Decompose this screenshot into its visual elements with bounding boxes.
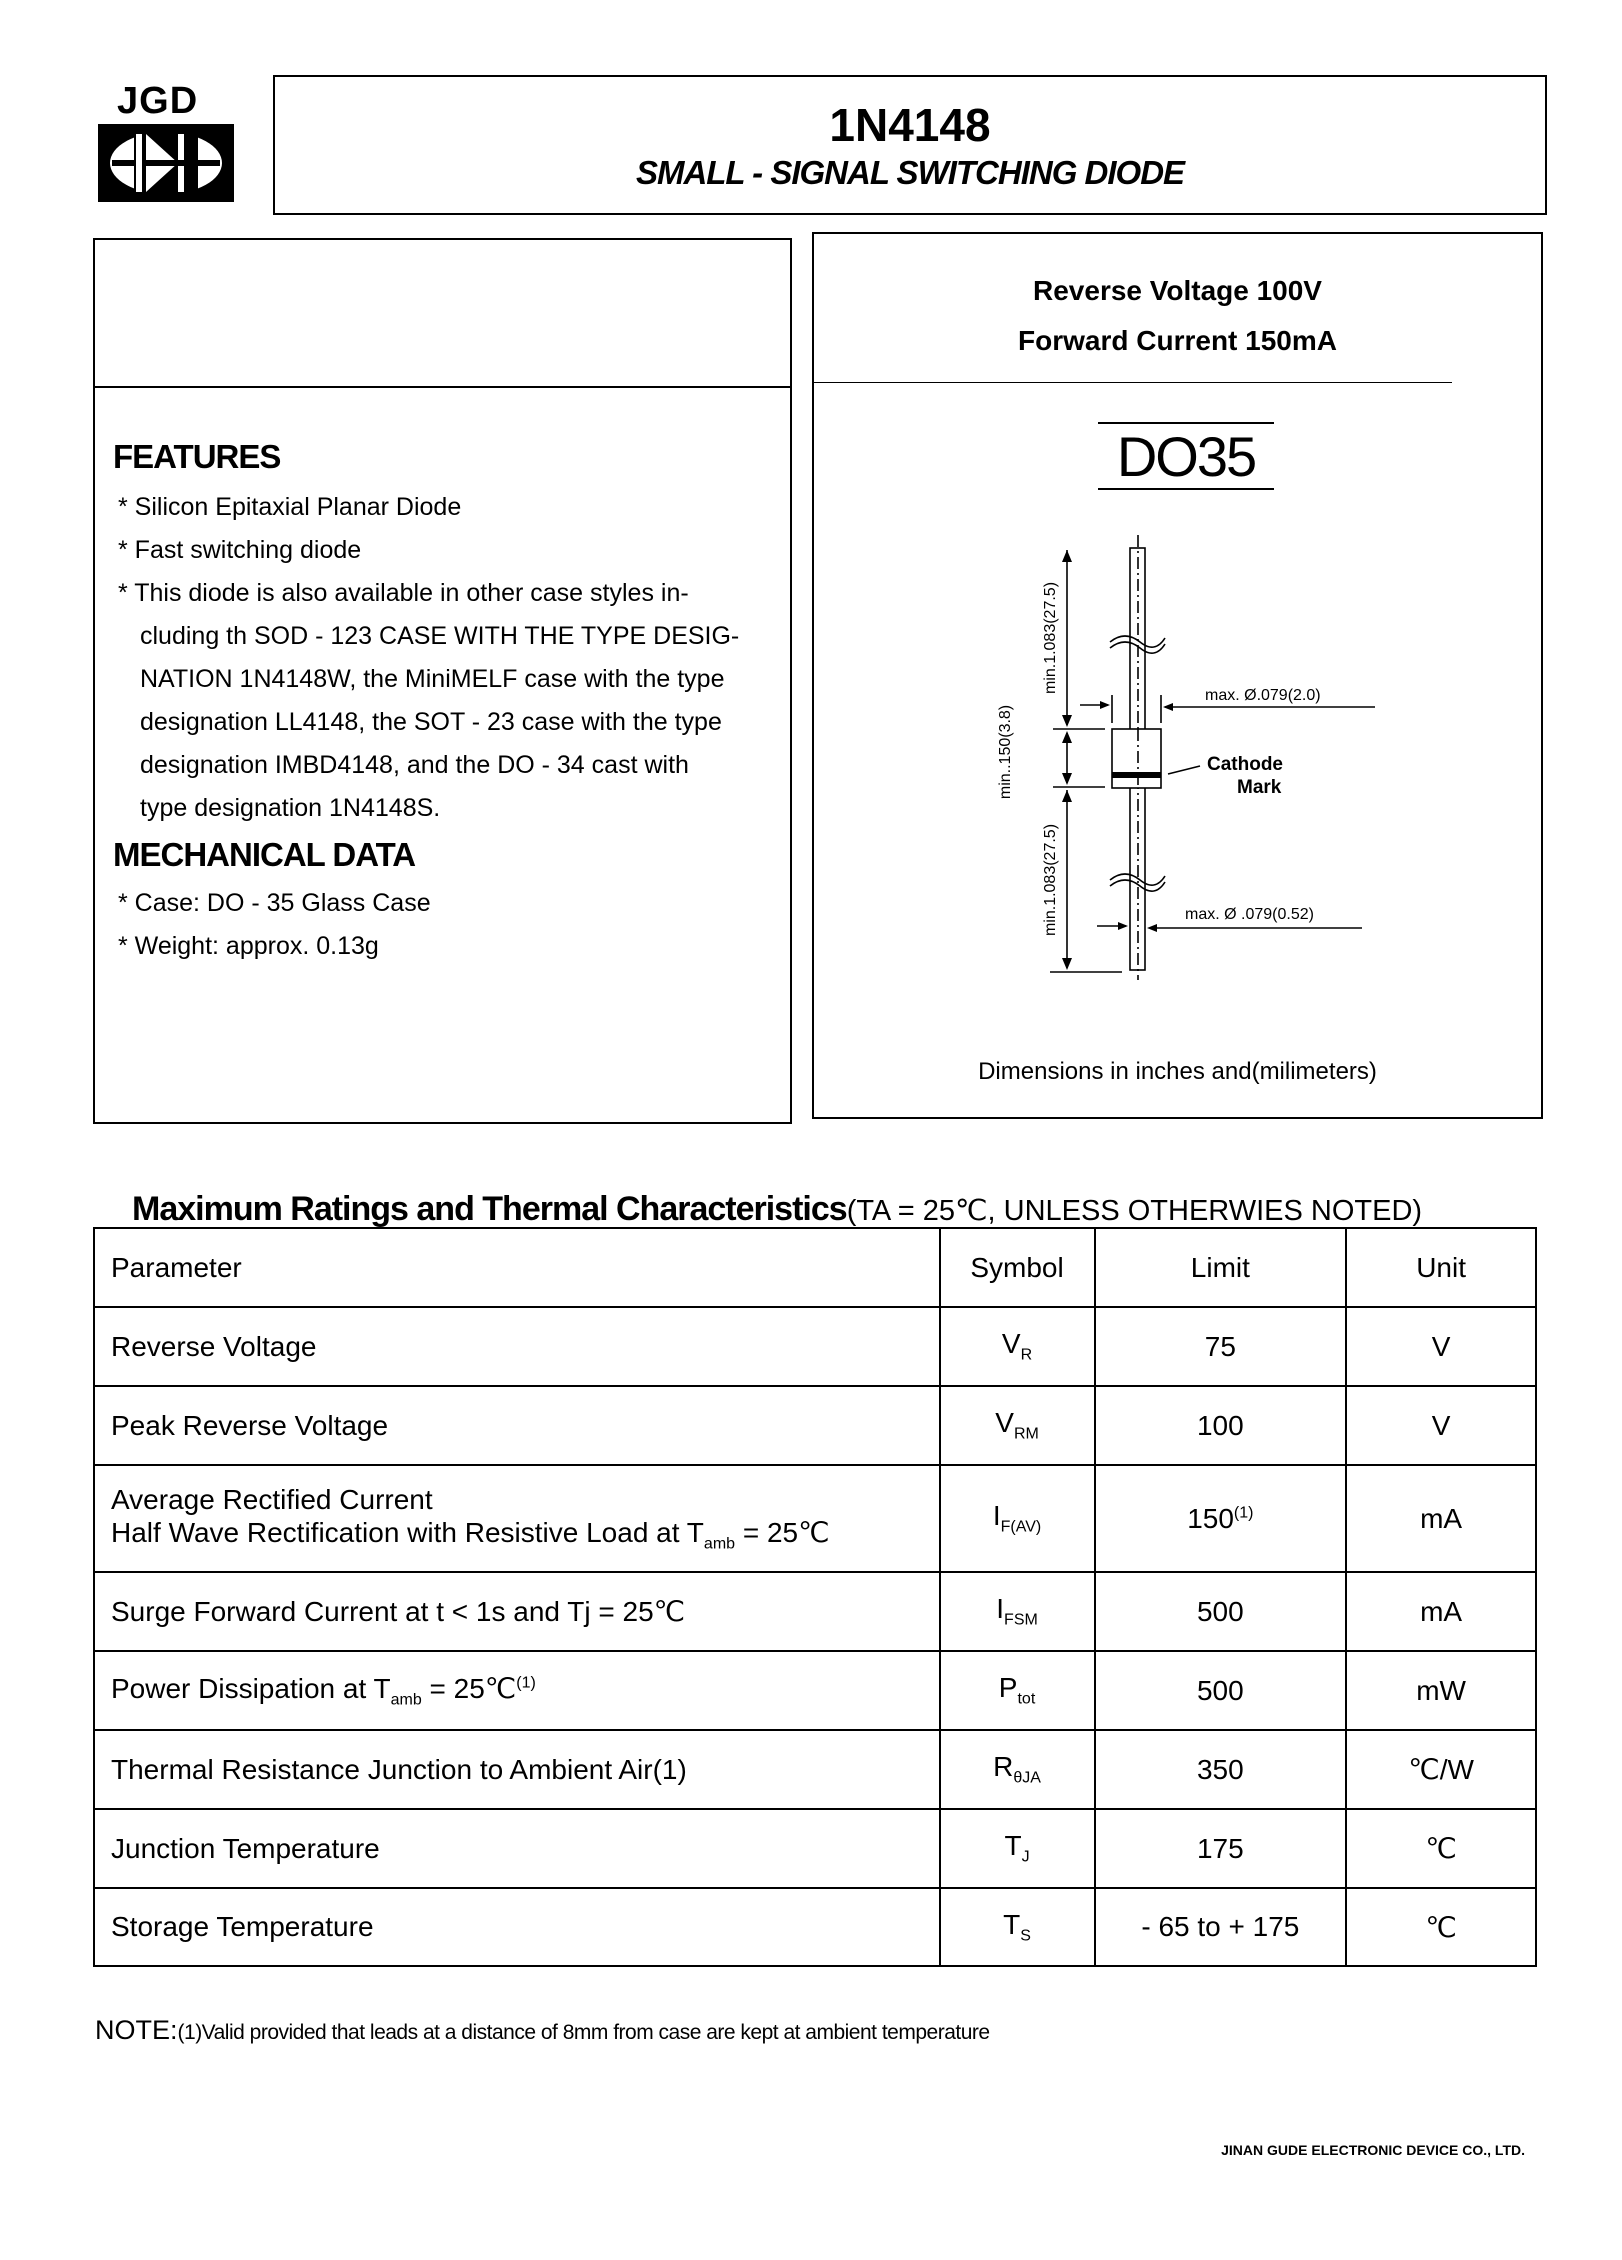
limit-cell: 75 [1095,1307,1347,1386]
param-text: Half Wave Rectification with Resistive Load at T [111,1516,704,1548]
table-row [94,1572,1536,1651]
param-cell: Reverse Voltage [94,1307,940,1386]
ratings-title [132,1190,1422,1229]
header-parameter: Parameter [94,1228,940,1307]
features-heading: FEATURES [113,438,281,475]
symbol: I [996,1593,1005,1625]
feature-item-line: designation IMBD4148, and the DO - 34 cast with [140,751,689,779]
feature-item-line: designation LL4148, the SOT - 23 case with the type [140,708,722,736]
header-limit: Limit [1095,1228,1347,1307]
ratings-title-text: Maximum Ratings and Thermal Characteristics [132,1190,847,1228]
feature-item: * This diode is also available in other case styles in- [118,579,689,607]
feature-item-line: NATION 1N4148W, the MiniMELF case with the type [140,665,725,693]
table-row [94,1386,1536,1465]
param-line: Average Rectified Current [111,1483,433,1515]
lead-diameter-label: max. Ø .079(0.52) [1185,906,1314,923]
package-name: DO35 [1116,425,1256,488]
symbol: T [1004,1830,1022,1862]
symbol-cell [940,1465,1095,1572]
symbol-cell [940,1386,1095,1465]
diode-body [1112,729,1161,788]
unit-cell: ℃ [1346,1809,1536,1888]
logo-text: JGD [117,80,199,122]
param-text: Power Dissipation at T [111,1672,391,1704]
table-row [94,1651,1536,1730]
table-row [94,1730,1536,1809]
param-note: (1) [516,1674,536,1692]
symbol-sub: S [1020,1927,1031,1945]
param-cell [94,1465,940,1572]
unit-cell: V [1346,1386,1536,1465]
symbol-cell [940,1730,1095,1809]
table-row [94,1307,1536,1386]
limit-cell: 500 [1095,1572,1347,1651]
rule [1098,488,1274,490]
unit-cell: mW [1346,1651,1536,1730]
symbol-sub: RM [1013,1425,1039,1443]
param-cell [94,1651,940,1730]
limit-value: 150 [1187,1502,1234,1534]
symbol: R [993,1751,1014,1783]
symbol: P [998,1672,1018,1704]
limit-cell [1095,1465,1347,1572]
unit-cell: ℃ [1346,1888,1536,1966]
symbol-sub: tot [1017,1690,1036,1708]
body-length-label: min..150(3.8) [997,704,1014,800]
part-subtitle: SMALL - SIGNAL SWITCHING DIODE [635,154,1185,191]
reverse-voltage: Reverse Voltage 100V [1033,275,1322,306]
dimensions-caption: Dimensions in inches and(milimeters) [978,1058,1377,1085]
param-sub: amb [703,1535,736,1553]
symbol-sub: θJA [1013,1769,1041,1787]
cathode-label: Mark [1237,777,1282,798]
param-cell: Peak Reverse Voltage [94,1386,940,1465]
feature-item-line: cluding th SOD - 123 CASE WITH THE TYPE DESIG- [140,622,740,650]
mechanical-heading: MECHANICAL DATA [113,836,416,873]
unit-cell: mA [1346,1572,1536,1651]
param-cell: Surge Forward Current at t < 1s and Tj = 25℃ [94,1572,940,1651]
param-text: = 25℃ [421,1672,517,1704]
features-list [118,486,778,830]
cathode-label: Cathode [1207,754,1283,775]
part-number: 1N4148 [829,99,991,151]
symbol-cell [940,1888,1095,1966]
symbol-sub: FSM [1004,1611,1038,1629]
symbol-sub: J [1021,1848,1030,1866]
diode-logo-icon [98,124,234,202]
symbol-cell [940,1809,1095,1888]
package-dimension-drawing [960,520,1380,980]
param-sub: amb [390,1691,422,1709]
symbol: V [995,1407,1014,1439]
symbol: I [992,1500,1001,1532]
param-cell: Junction Temperature [94,1809,940,1888]
symbol-sub: R [1020,1346,1033,1364]
mechanical-item: * Weight: approx. 0.13g [118,932,379,960]
summary [812,266,1543,366]
table-row [94,1809,1536,1888]
symbol: V [1001,1328,1021,1360]
footer-company: JINAN GUDE ELECTRONIC DEVICE CO., LTD. [1221,2142,1525,2158]
table-row [94,1465,1536,1572]
header-symbol: Symbol [940,1228,1095,1307]
table-row [94,1888,1536,1966]
note-text: (1)Valid provided that leads at a distance of 8mm from case are kept at ambient temperature [177,2021,990,2044]
symbol-sub: F(AV) [1000,1518,1042,1536]
unit-cell: V [1346,1307,1536,1386]
unit-cell: ℃/W [1346,1730,1536,1809]
feature-item: * Silicon Epitaxial Planar Diode [118,493,462,521]
feature-item: * Fast switching diode [118,536,362,564]
body-diameter-label: max. Ø.079(2.0) [1205,687,1321,704]
divider [812,382,1452,383]
mechanical-item: * Case: DO - 35 Glass Case [118,889,431,917]
unit-cell: mA [1346,1465,1536,1572]
symbol-cell [940,1651,1095,1730]
mechanical-list [118,882,431,968]
limit-note: (1) [1233,1504,1254,1522]
feature-item-line: type designation 1N4148S. [140,794,441,822]
symbol-cell [940,1307,1095,1386]
param-line [111,1516,923,1554]
symbol: T [1003,1908,1021,1940]
symbol-cell [940,1572,1095,1651]
limit-cell: 350 [1095,1730,1347,1809]
header-unit: Unit [1346,1228,1536,1307]
forward-current: Forward Current 150mA [1018,325,1337,356]
limit-cell: 500 [1095,1651,1347,1730]
limit-cell: - 65 to + 175 [1095,1888,1347,1966]
param-text: = 25℃ [735,1516,830,1548]
param-cell: Thermal Resistance Junction to Ambient Air(1) [94,1730,940,1809]
limit-cell: 100 [1095,1386,1347,1465]
divider [93,386,792,388]
limit-cell: 175 [1095,1809,1347,1888]
lead-length-top-label: min.1.083(27.5) [1042,581,1059,695]
ratings-table [93,1227,1537,1967]
table-header-row [94,1228,1536,1307]
note [95,2015,990,2046]
note-label: NOTE: [95,2015,178,2045]
ratings-condition: (TA = 25℃, UNLESS OTHERWIES NOTED) [846,1195,1423,1227]
param-cell: Storage Temperature [94,1888,940,1966]
lead-length-bottom-label: min.1.083(27.5) [1042,823,1059,937]
